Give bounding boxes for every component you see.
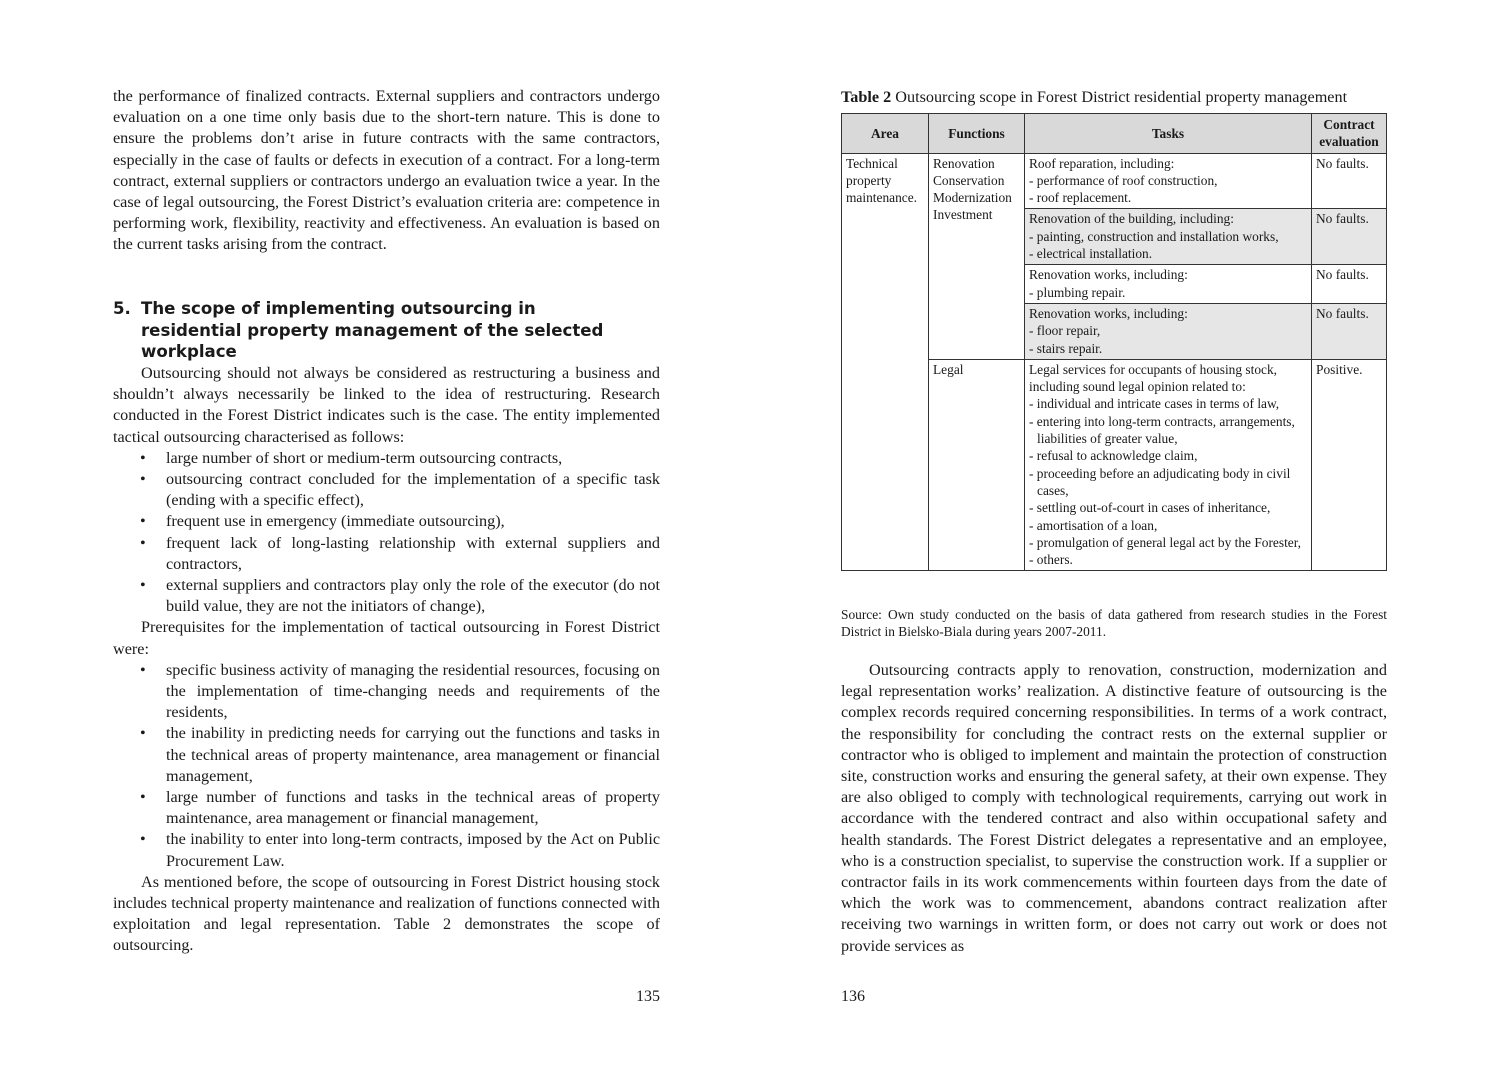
area-cell: Technical property maintenance. <box>842 153 929 571</box>
left-paragraph-2: Outsourcing should not always be considered as restructuring a business and shouldn’t always necessarily be linked to the idea of restructuring. Research conducted in the Forest District indicates such is the case. The entity implemented tactical outsourcing characterised as follows: <box>113 364 660 446</box>
table-caption-label: Table 2 <box>841 88 892 106</box>
right-paragraph-1: Outsourcing contracts apply to renovation, construction, modernization and legal representation works’ realization. A distinctive feature of outsourcing is the complex records required concerning responsibilities. In terms of a work contract, the responsibility for concluding the contract rests on the external supplier or contractor who is obliged to implement and maintain the protection of construction site, construction works and ensuring the general safety, at their own expense. They are also obliged to comply with technological requirements, carrying out work in accordance with the tendered contract and also within occupational safety and health standards. The Forest District delegates a representative and an employee, who is a construction specialist, to supervise the construction work. If a supplier or contractor fails in its work commencements within fourteen days from the date of which the work was to commencement, abandons contract realization after receiving two warnings in written form, or does not carry out work or does not provide services as <box>841 661 1387 955</box>
table-caption <box>841 87 1401 108</box>
page-number: 136 <box>841 988 865 1005</box>
list-item: • large number of short or medium-term outsourcing contracts, <box>140 448 563 467</box>
outsourcing-scope-table <box>841 113 1387 571</box>
column-header: Tasks <box>1025 114 1312 154</box>
column-header: Contract evaluation <box>1312 114 1387 154</box>
evaluation-cell: No faults. <box>1312 209 1387 265</box>
list-item: • frequent lack of long-lasting relationship with external suppliers and contractors, <box>140 533 660 573</box>
left-paragraph-3: Prerequisites for the implementation of tactical outsourcing in Forest District were: <box>113 618 660 658</box>
tasks-cell: Roof reparation, including: - performance of roof construction, - roof replacement. <box>1025 153 1312 209</box>
tasks-cell: Renovation works, including: - plumbing repair. <box>1025 265 1312 304</box>
tasks-cell: Legal services for occupants of housing stock, including sound legal opinion related to: - individual and intricate cases in terms of law, - entering into long-term contracts, arrangements, liabilities of greater value, - refusal to acknowledge claim, - proceeding before an adjudicating body in civil cases, - settling out-of-court in cases of inheritance, - amortisation of a loan, - promulgation of general legal act by the Forester, - others. <box>1025 359 1312 571</box>
page-number: 135 <box>636 988 660 1005</box>
evaluation-cell: No faults. <box>1312 303 1387 359</box>
left-paragraph-4: As mentioned before, the scope of outsourcing in Forest District housing stock includes technical property maintenance and realization of functions connected with exploitation and legal representation. Table 2 demonstrates the scope of outsourcing. <box>113 872 660 955</box>
left-page <box>113 0 660 1068</box>
section-title: The scope of implementing outsourcing in residential property management of the selected workplace <box>141 299 604 361</box>
table-row <box>842 153 1387 209</box>
bullet-list-2 <box>113 660 660 872</box>
left-body <box>113 363 660 957</box>
list-item: • frequent use in emergency (immediate outsourcing), <box>140 512 505 531</box>
list-item: • outsourcing contract concluded for the implementation of a specific task (ending with a specific effect), <box>140 470 660 510</box>
section-number: 5. <box>113 299 131 318</box>
column-header: Area <box>842 114 929 154</box>
functions-cell: Legal <box>929 359 1025 571</box>
functions-cell: Renovation Conservation Modernization Investment <box>929 153 1025 359</box>
left-paragraph-1: the performance of finalized contracts. External suppliers and contractors undergo evaluation on a one time only basis due to the short-tern nature. This is done to ensure the problems don’t arise in future contracts with the same contractors, especially in the case of faults or defects in execution of a contract. For a long-term contract, external suppliers or contractors undergo an evaluation twice a year. In the case of legal outsourcing, the Forest District’s evaluation criteria are: competence in performing work, flexibility, reactivity and effectiveness. An evaluation is based on the current tasks arising from the contract. <box>113 87 660 254</box>
column-header: Functions <box>929 114 1025 154</box>
list-item: • the inability in predicting needs for carrying out the functions and tasks in the technical areas of property maintenance, area management or financial management, <box>140 724 660 785</box>
table-source-note: Source: Own study conducted on the basis of data gathered from research studies in the Forest District in Bielsko-Biala during years 2007-2011. <box>841 607 1387 639</box>
tasks-cell: Renovation works, including: - floor repair, - stairs repair. <box>1025 303 1312 359</box>
table-header-row <box>842 114 1387 154</box>
list-item: • the inability to enter into long-term contracts, imposed by the Act on Public Procurement Law. <box>140 830 660 870</box>
evaluation-cell: No faults. <box>1312 153 1387 209</box>
evaluation-cell: Positive. <box>1312 359 1387 571</box>
table-caption-text: Outsourcing scope in Forest District residential property management <box>891 88 1348 106</box>
evaluation-cell: No faults. <box>1312 265 1387 304</box>
list-item: • external suppliers and contractors play only the role of the executor (do not build value, they are not the initiators of change), <box>140 576 660 616</box>
section-heading <box>113 298 660 363</box>
tasks-cell: Renovation of the building, including: - painting, construction and installation works, - electrical installation. <box>1025 209 1312 265</box>
list-item: • large number of functions and tasks in the technical areas of property maintenance, area management or financial management, <box>140 788 660 828</box>
list-item: • specific business activity of managing the residential resources, focusing on the implementation of time-changing needs and requirements of the residents, <box>140 660 660 722</box>
bullet-list-1 <box>113 448 660 618</box>
right-page <box>841 0 1387 1068</box>
